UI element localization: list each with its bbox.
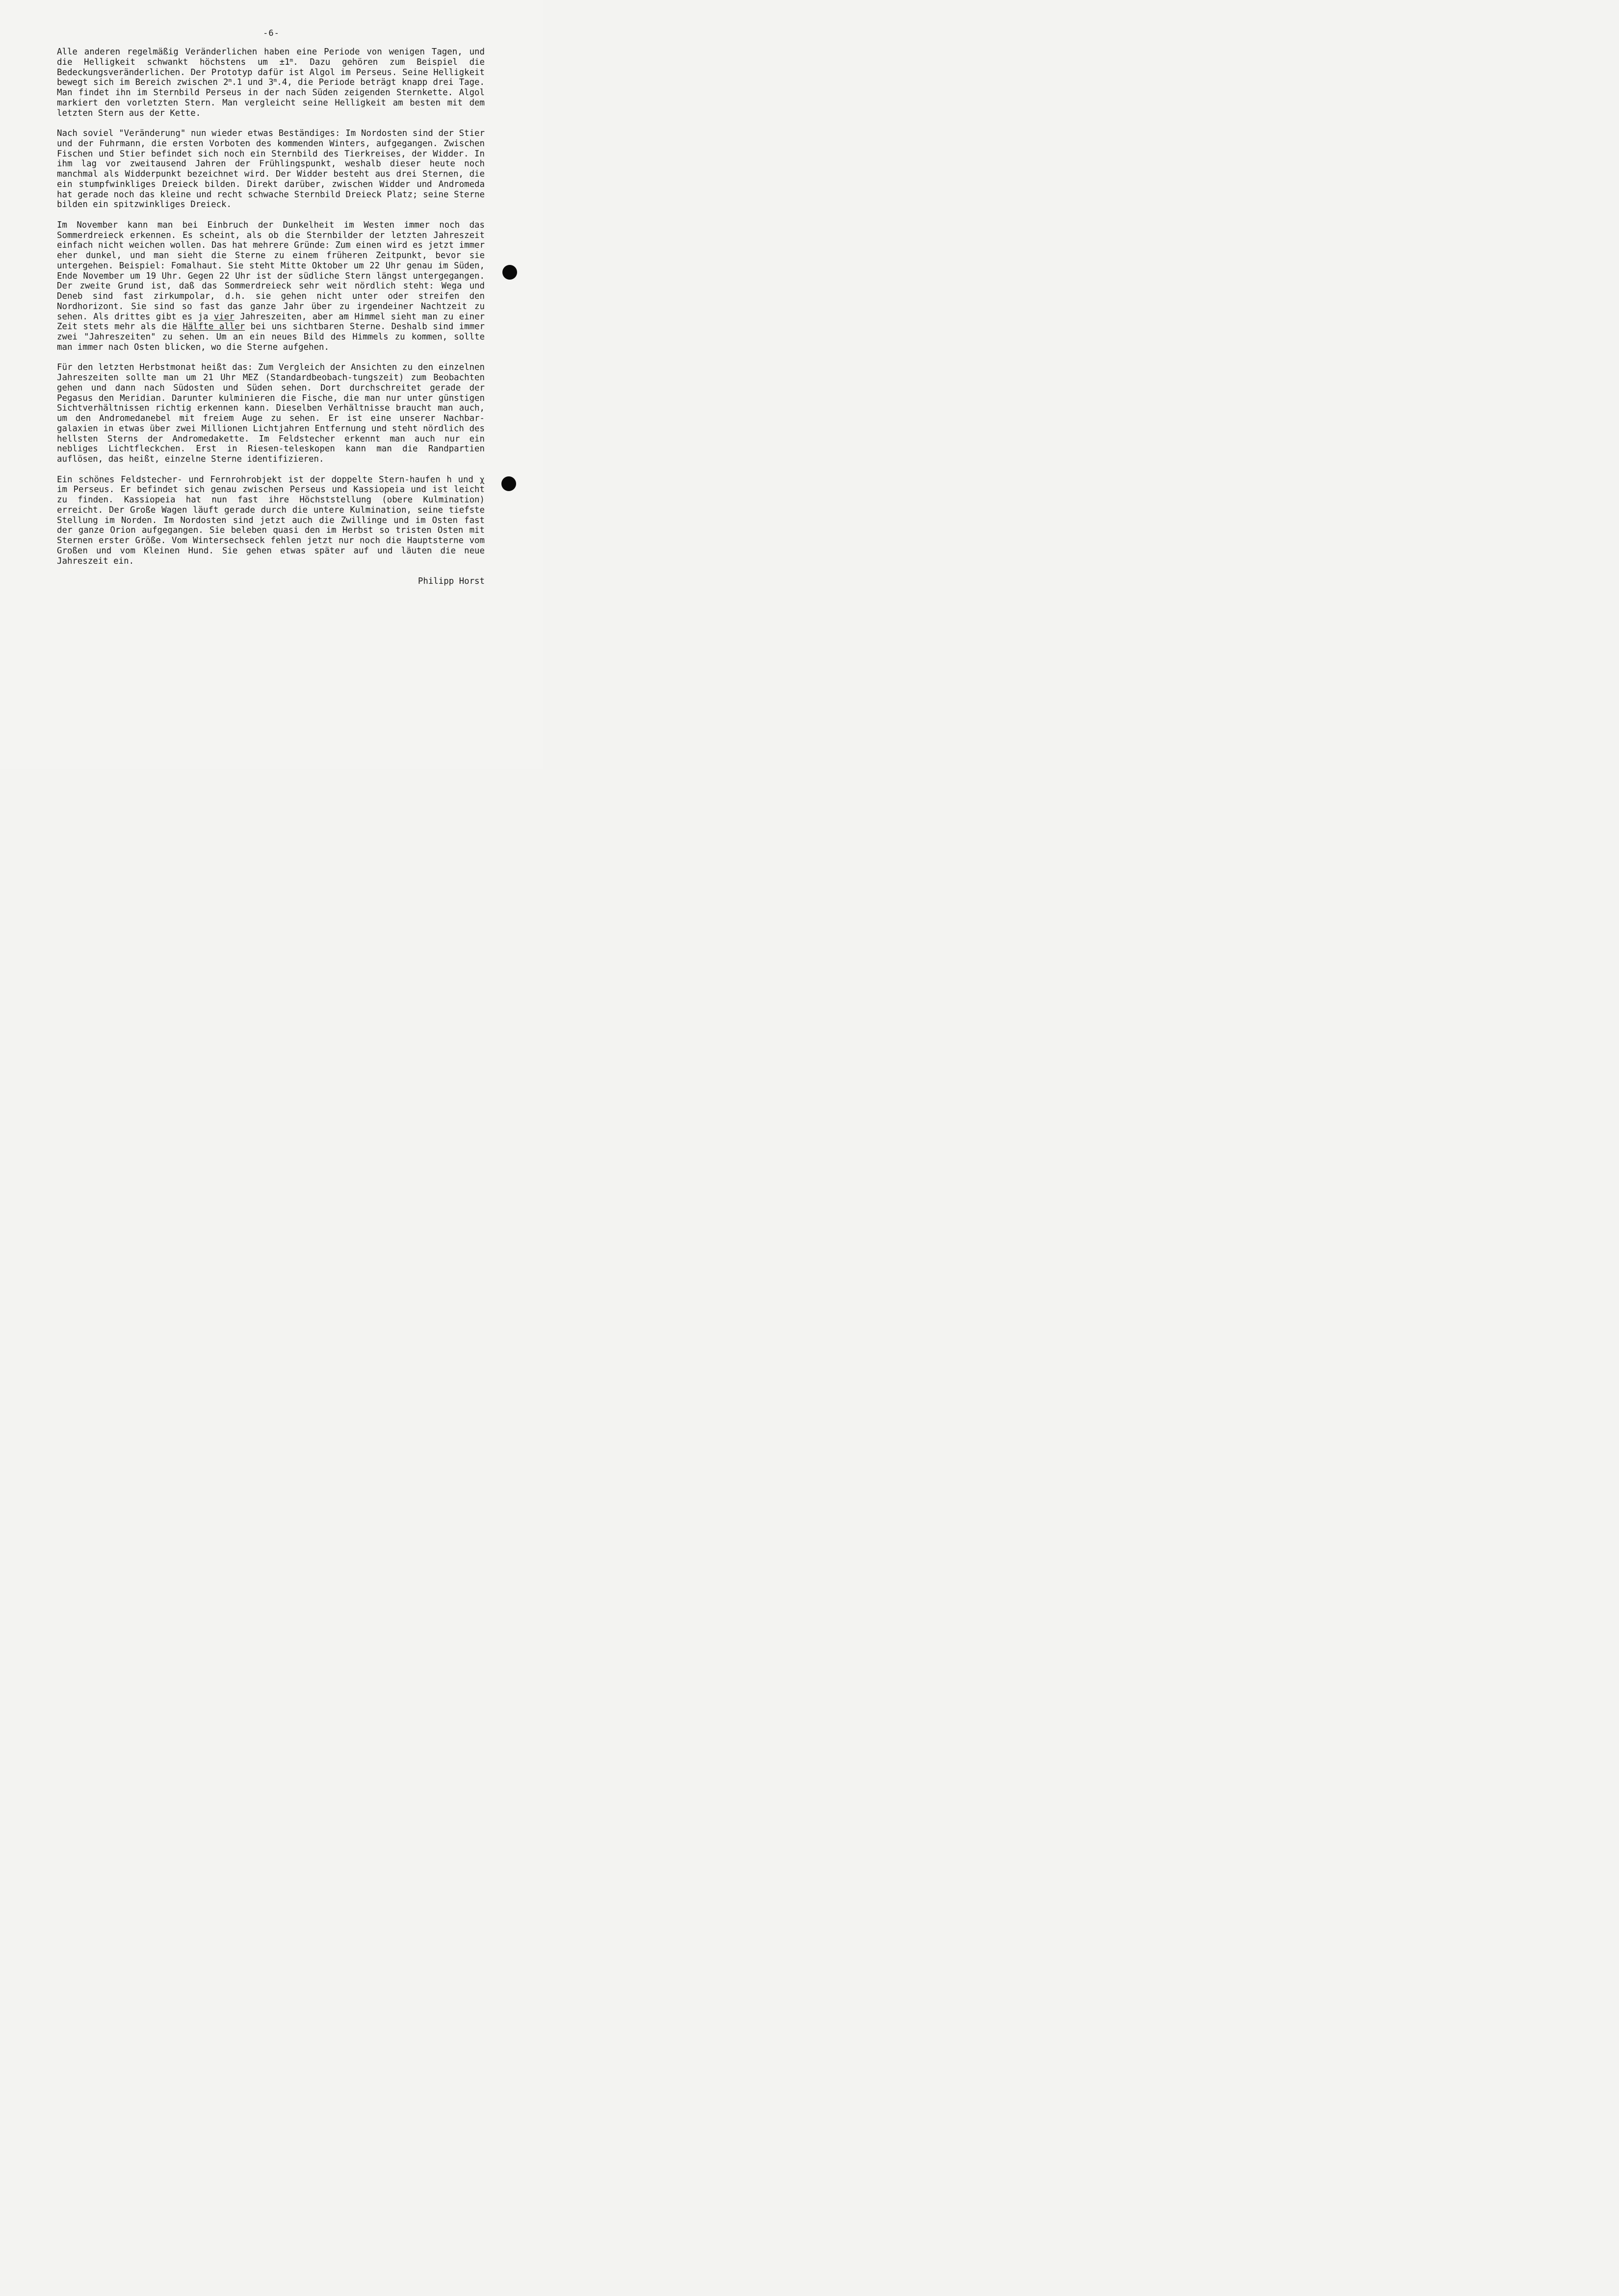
paragraph-summer-triangle: Im November kann man bei Einbruch der Dunkelheit im Westen immer noch das Sommerdreieck erkennen. Es scheint, als ob die Sternbilder der letzten Jahreszeit einfach nicht weichen wollen. Das hat mehrere Gründe: Zum einen wird es jetzt immer eher dunkel, und man sieht die Sterne zu einem früheren Zeitpunkt, bevor sie untergehen. Beispiel: Fomalhaut. Sie steht Mitte Oktober um 22 Uhr genau im Süden, Ende November um 19 Uhr. Gegen 22 Uhr ist der südliche Stern längst untergegangen. Der zweite Grund ist, daß das Sommerdreieck sehr weit nördlich steht: Wega und Deneb sind fast zirkumpolar, d.h. sie gehen nicht unter oder streifen den Nordhorizont. Sie sind so fast das ganze Jahr über zu irgendeiner Nachtzeit zu sehen. Als drittes gibt es ja vier Jahreszeiten, aber am Himmel sieht man zu einer Zeit stets mehr als die Hälfte aller bei uns sichtbaren Sterne. Deshalb sind immer zwei "Jahreszeiten" zu sehen. Um an ein neues Bild des Himmels zu kommen, sollte man immer nach Osten blicken, wo die Sterne aufgehen. <box>57 220 485 352</box>
paragraph-double-cluster: Ein schönes Feldstecher- und Fernrohrobjekt ist der doppelte Stern-haufen h und χ im Perseus. Er befindet sich genau zwischen Perseus und Kassiopeia und ist leicht zu finden. Kassiopeia hat nun fast ihre Höchststellung (obere Kulmination) erreicht. Der Große Wagen läuft gerade durch die untere Kulmination, seine tiefste Stellung im Norden. Im Nordosten sind jetzt auch die Zwillinge und im Osten fast der ganze Orion aufgegangen. Sie beleben quasi den im Herbst so tristen Osten mit Sternen erster Größe. Vom Wintersechseck fehlen jetzt nur noch die Hauptsterne vom Großen und vom Kleinen Hund. Sie gehen etwas später auf und läuten die neue Jahreszeit ein. <box>57 474 485 566</box>
document-page <box>0 0 543 769</box>
author-signature: Philipp Horst <box>418 576 485 586</box>
punch-hole <box>502 265 517 280</box>
punch-hole <box>501 476 516 491</box>
paragraph-aries-triangle: Nach soviel "Veränderung" nun wieder etwas Beständiges: Im Nordosten sind der Stier und der Fuhrmann, die ersten Vorboten des kommenden Winters, aufgegangen. Zwischen Fischen und Stier befindet sich noch ein Sternbild des Tierkreises, der Widder. In ihm lag vor zweitausend Jahren der Frühlingspunkt, weshalb dieser heute noch manchmal als Widderpunkt bezeichnet wird. Der Widder besteht aus drei Sternen, die ein stumpfwinkliges Dreieck bilden. Direkt darüber, zwischen Widder und Andromeda hat gerade noch das kleine und recht schwache Sternbild Dreieck Platz; seine Sterne bilden ein spitzwinkliges Dreieck. <box>57 129 485 210</box>
page-number: -6- <box>263 28 280 38</box>
article-body <box>57 47 485 587</box>
paragraph-autumn-sky: Für den letzten Herbstmonat heißt das: Zum Vergleich der Ansichten zu den einzelnen Jahreszeiten sollte man um 21 Uhr MEZ (Standardbeobach-tungszeit) zum Beobachten gehen und dann nach Südosten und Süden sehen. Dort durchschreitet gerade der Pegasus den Meridian. Darunter kulminieren die Fische, die man nur unter günstigen Sichtverhältnissen richtig erkennen kann. Dieselben Verhältnisse braucht man auch, um den Andromedanebel mit freiem Auge zu sehen. Er ist eine unserer Nachbar-galaxien in etwas über zwei Millionen Lichtjahren Entfernung und steht nördlich des hellsten Sterns der Andromedakette. Im Feldstecher erkennt man auch nur ein nebliges Lichtfleckchen. Erst in Riesen-teleskopen kann man die Randpartien auflösen, das heißt, einzelne Sterne identifizieren. <box>57 363 485 464</box>
paragraph-variable-stars: Alle anderen regelmäßig Veränderlichen haben eine Periode von wenigen Tagen, und die Helligkeit schwankt höchstens um $\pm 1^m$. Dazu gehören zum Beispiel die Bedeckungsveränderlichen. Der Prototyp dafür ist Algol im Perseus. Seine Helligkeit bewegt sich im Bereich zwischen 2$^m$.1 und 3$^m$.4, die Periode beträgt knapp drei Tage. Man findet ihn im Sternbild Perseus in der nach Süden zeigenden Sternkette. Algol markiert den vorletzten Stern. Man vergleicht seine Helligkeit am besten mit dem letzten Stern aus der Kette. <box>57 47 485 118</box>
